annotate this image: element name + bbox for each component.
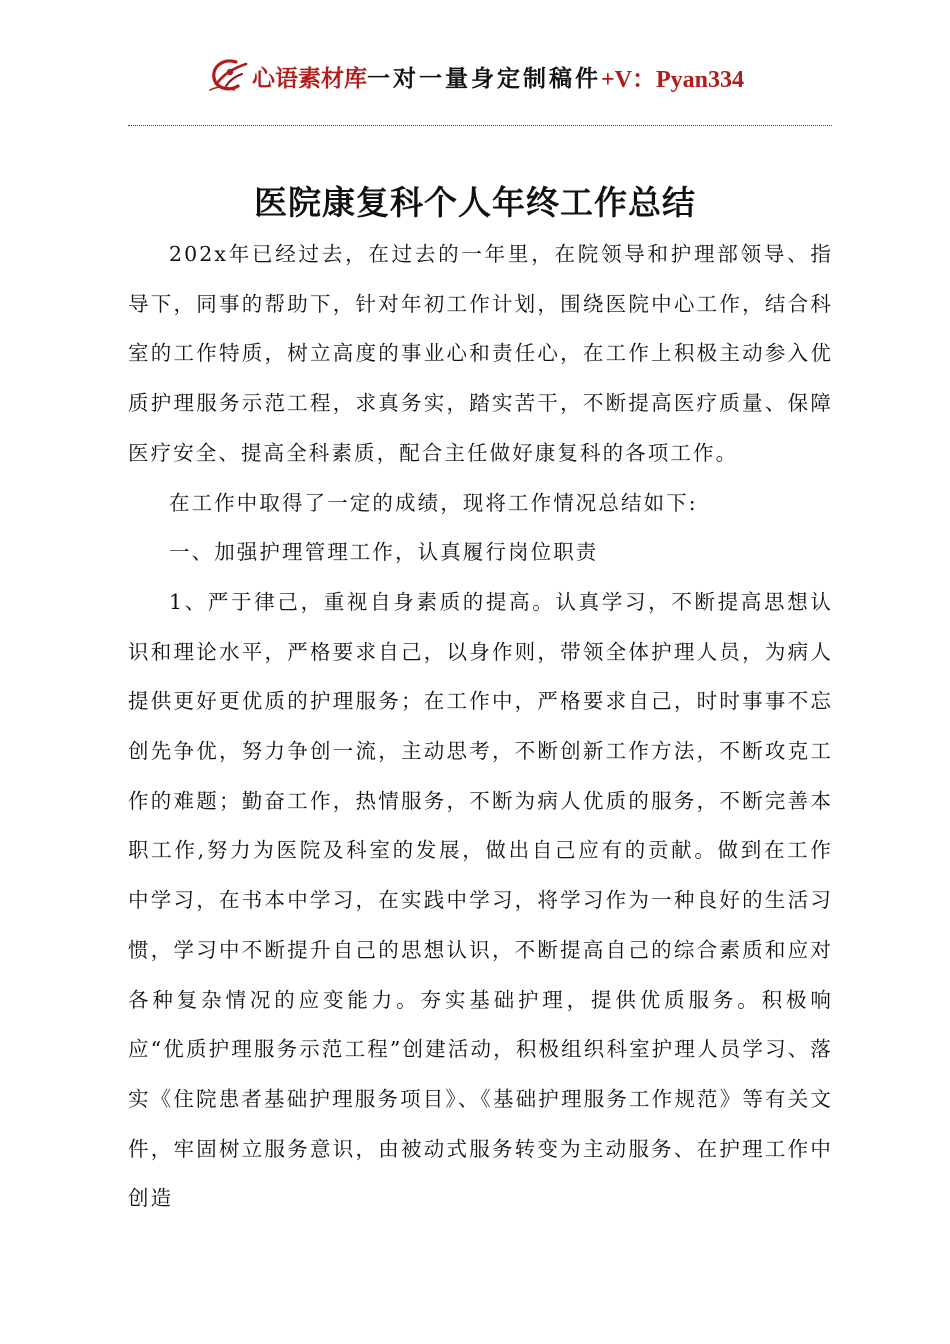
document-body <box>128 230 833 1224</box>
paragraph-item-1: 1、严于律己，重视自身素质的提高。认真学习，不断提高思想认识和理论水平，严格要求自己，以身作则，带领全体护理人员，为病人提供更好更优质的护理服务；在工作中，严格要求自己，时时事事不忘创先争优，努力争创一流，主动思考，不断创新工作方法，不断攻克工作的难题；勤奋工作，热情服务，不断为病人优质的服务，不断完善本职工作,努力为医院及科室的发展，做出自己应有的贡献。做到在工作中学习，在书本中学习，在实践中学习，将学习作为一种良好的生活习惯，学习中不断提升自己的思想认识，不断提高自己的综合素质和应对各种复杂情况的应变能力。夯实基础护理，提供优质服务。积极响应“优质护理服务示范工程”创建活动，积极组织科室护理人员学习、落实《住院患者基础护理服务项目》、《基础护理服务工作规范》等有关文件，牢固树立服务意识，由被动式服务转变为主动服务、在护理工作中创造 <box>128 589 833 1211</box>
red-swoosh-logo-icon <box>206 56 252 96</box>
paragraph-intro: 202x年已经过去，在过去的一年里，在院领导和护理部领导、指导下，同事的帮助下，针对年初工作计划，围绕医院中心工作，结合科室的工作特质，树立高度的事业心和责任心，在工作上积极主动参入优质护理服务示范工程，求真务实，踏实苦干，不断提高医疗质量、保障医疗安全、提高全科素质，配合主任做好康复科的各项工作。 <box>128 242 833 465</box>
document-title: 医院康复科个人年终工作总结 <box>254 183 696 222</box>
brand-name: 心语素材库 <box>251 64 367 92</box>
paragraph-summary-lead: 在工作中取得了一定的成绩，现将工作情况总结如下: <box>169 490 698 515</box>
section-heading-1: 一、加强护理管理工作，认真履行岗位职责 <box>169 540 599 565</box>
header-tagline: 一对一量身定制稿件 <box>366 64 601 92</box>
page-header <box>0 56 950 108</box>
header-divider <box>128 125 832 126</box>
header-contact: +V：Pyan334 <box>600 66 744 93</box>
